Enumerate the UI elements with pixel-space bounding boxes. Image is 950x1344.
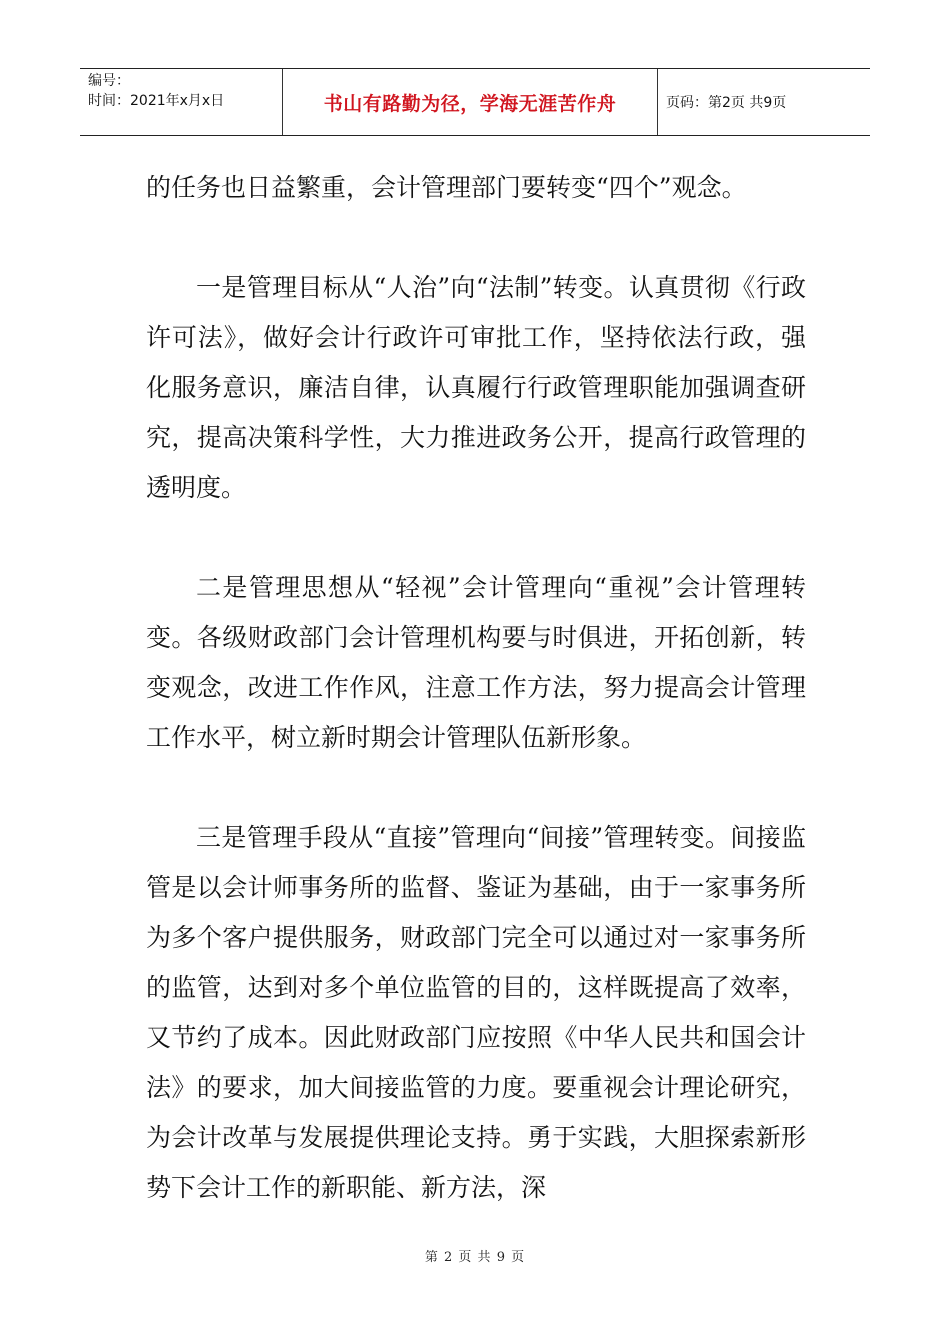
document-body (146, 163, 806, 1213)
paragraph-management-means: 三是管理手段从“直接”管理向“间接”管理转变。间接监管是以会计师事务所的监督、鉴证为基础，由于一家事务所为多个客户提供服务，财政部门完全可以通过对一家事务所的监管，达到对多个单位监管的目的，这样既提高了效率，又节约了成本。因此财政部门应按照《中华人民共和国会计法》的要求，加大间接监管的力度。要重视会计理论研究，为会计改革与发展提供理论支持。勇于实践，大胆探索新形势下会计工作的新职能、新方法，深 (146, 823, 806, 1202)
header-motto: 书山有路勤为径，学海无涯苦作舟 (323, 92, 617, 115)
paragraph-management-goal: 一是管理目标从“人治”向“法制”转变。认真贯彻《行政许可法》，做好会计行政许可审批工作，坚持依法行政，强化服务意识，廉洁自律，认真履行行政管理职能加强调查研究，提高决策科学性，大力推进政务公开，提高行政管理的透明度。 (146, 273, 806, 502)
page-footer: 第 2 页 共 9 页 (424, 1250, 526, 1265)
header-meta-cell (80, 69, 283, 135)
header-page-info: 页码：第2页 共9页 (666, 95, 787, 111)
header-motto-cell (283, 69, 658, 135)
header-page-cell (658, 69, 870, 135)
document-time-label: 时间：2021年x月x日 (88, 93, 225, 109)
document-number-label: 编号： (88, 73, 130, 89)
document-header (80, 68, 870, 136)
paragraph-continuation: 的任务也日益繁重，会计管理部门要转变“四个”观念。 (146, 173, 747, 202)
paragraph-management-thinking: 二是管理思想从“轻视”会计管理向“重视”会计管理转变。各级财政部门会计管理机构要与时俱进，开拓创新，转变观念，改进工作作风，注意工作方法，努力提高会计管理工作水平，树立新时期会计管理队伍新形象。 (146, 573, 806, 752)
